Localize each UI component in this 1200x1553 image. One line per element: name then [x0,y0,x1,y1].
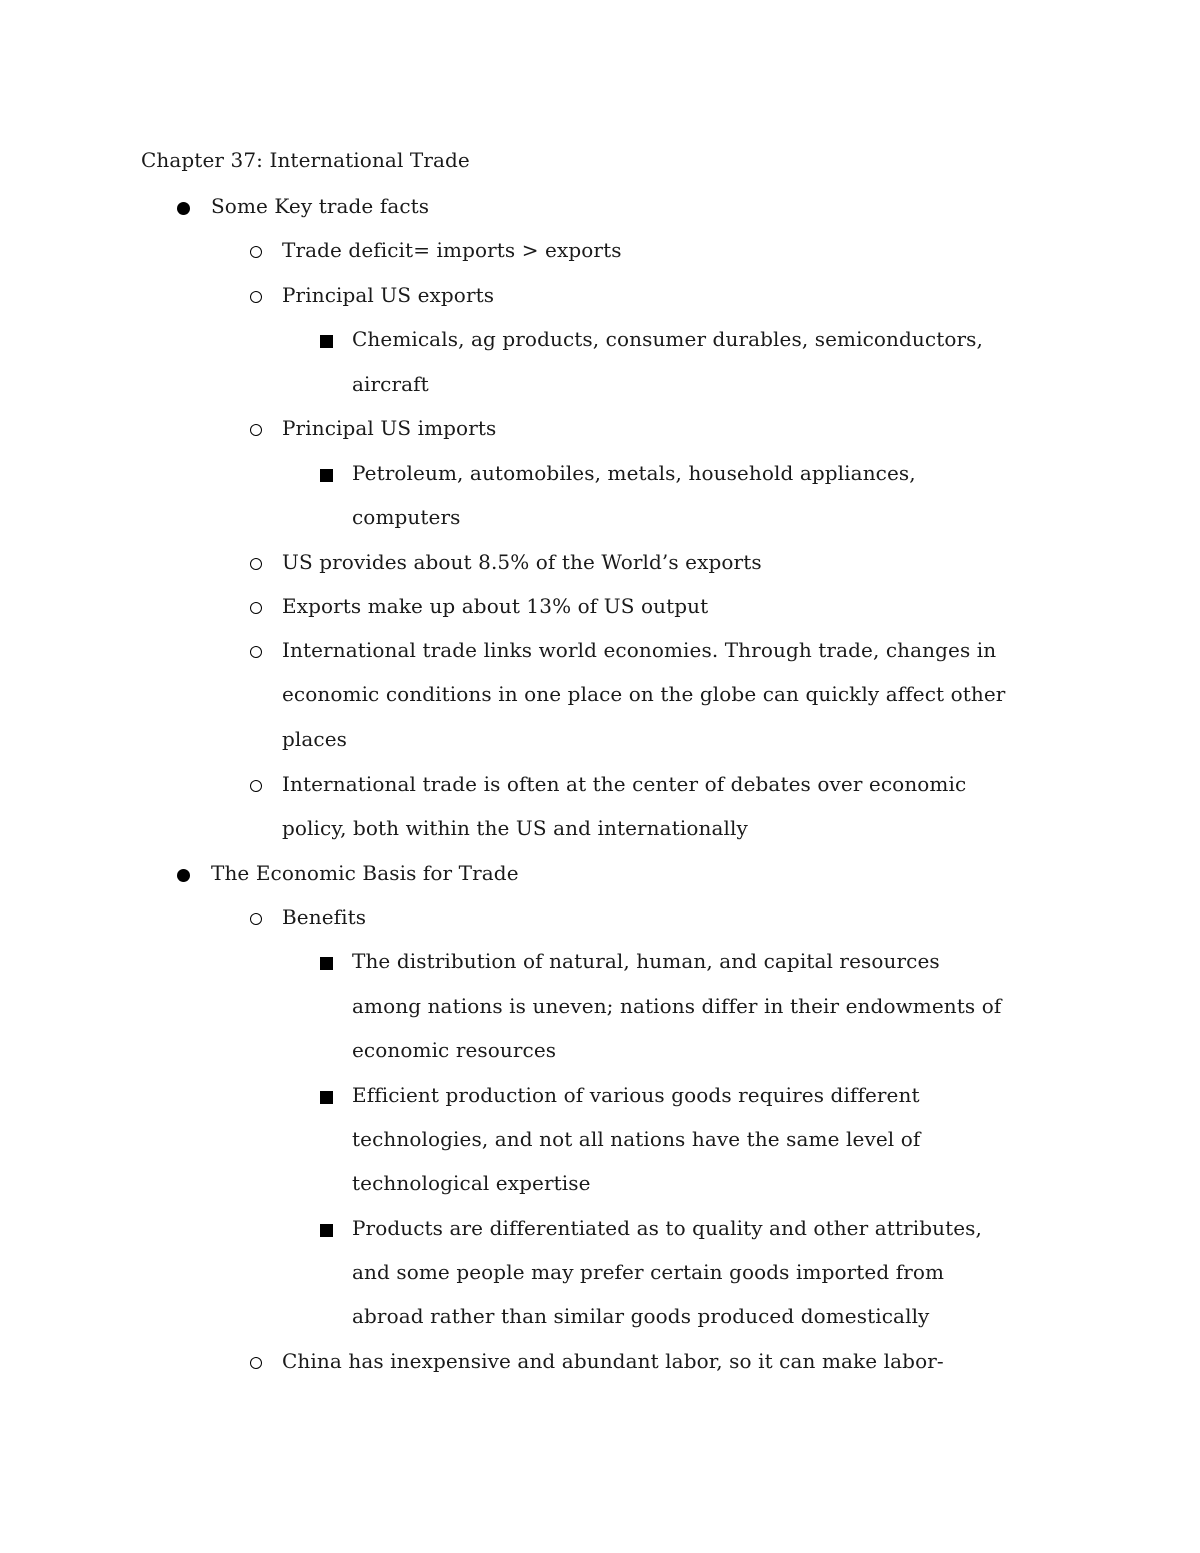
hollow-circle-bullet-icon [250,646,262,658]
list-item: China has inexpensive and abundant labor, so it can make labor- [282,1349,944,1373]
list-item-continuation: places [282,727,348,751]
list-item-continuation: economic conditions in one place on the globe can quickly affect other [282,682,1006,706]
square-bullet-icon [320,469,333,482]
sub-list-item: Products are differentiated as to quality and other attributes, [352,1216,982,1240]
hollow-circle-bullet-icon [250,602,262,614]
hollow-circle-bullet-icon [250,1357,262,1369]
hollow-circle-bullet-icon [250,780,262,792]
hollow-circle-bullet-icon [250,558,262,570]
list-item-continuation: policy, both within the US and internationally [282,816,748,840]
list-item: US provides about 8.5% of the World’s exports [282,550,762,574]
sub-list-item-continuation: among nations is uneven; nations differ in their endowments of [352,994,1002,1018]
sub-list-item: Efficient production of various goods requires different [352,1083,920,1107]
list-item: International trade links world economies. Through trade, changes in [282,638,997,662]
hollow-circle-bullet-icon [250,246,262,258]
sub-list-item-continuation: economic resources [352,1038,557,1062]
list-item: Trade deficit= imports > exports [282,238,622,262]
square-bullet-icon [320,1091,333,1104]
sub-list-item-continuation: computers [352,505,461,529]
list-item: Principal US exports [282,283,495,307]
sub-list-item-continuation: technologies, and not all nations have the same level of [352,1127,921,1151]
sub-list-item-continuation: and some people may prefer certain goods imported from [352,1260,945,1284]
section-heading: The Economic Basis for Trade [211,861,519,885]
sub-list-item-continuation: abroad rather than similar goods produced domestically [352,1304,930,1328]
list-item: Exports make up about 13% of US output [282,594,709,618]
hollow-circle-bullet-icon [250,913,262,925]
list-item: International trade is often at the center of debates over economic [282,772,967,796]
list-item: Benefits [282,905,367,929]
section-heading: Some Key trade facts [211,194,430,218]
sub-list-item: The distribution of natural, human, and capital resources [352,949,940,973]
square-bullet-icon [320,335,333,348]
square-bullet-icon [320,957,333,970]
sub-list-item-continuation: aircraft [352,372,429,396]
filled-circle-bullet-icon [177,869,190,882]
sub-list-item: Petroleum, automobiles, metals, household appliances, [352,461,916,485]
list-item: Principal US imports [282,416,497,440]
hollow-circle-bullet-icon [250,291,262,303]
page-title: Chapter 37: International Trade [141,148,470,172]
sub-list-item-continuation: technological expertise [352,1171,591,1195]
filled-circle-bullet-icon [177,202,190,215]
square-bullet-icon [320,1224,333,1237]
hollow-circle-bullet-icon [250,424,262,436]
sub-list-item: Chemicals, ag products, consumer durables, semiconductors, [352,327,983,351]
